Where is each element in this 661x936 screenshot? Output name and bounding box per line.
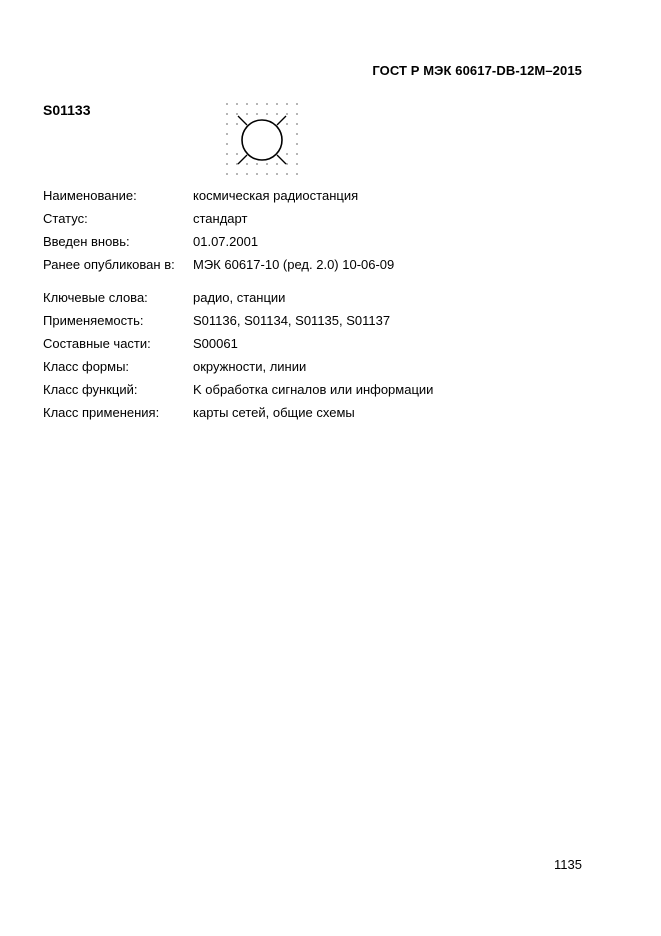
property-value: радио, станции xyxy=(193,290,286,305)
property-row-application-class xyxy=(43,403,433,426)
property-value: K обработка сигналов или информации xyxy=(193,382,434,397)
property-label: Наименование: xyxy=(43,188,137,203)
page-number: 1135 xyxy=(554,857,582,872)
symbol-code: S01133 xyxy=(43,102,91,118)
property-value: окружности, линии xyxy=(193,359,307,374)
property-value: стандарт xyxy=(193,211,248,226)
property-label: Применяемость: xyxy=(43,313,144,328)
property-value: S01136, S01134, S01135, S01137 xyxy=(193,313,391,328)
property-label: Класс формы: xyxy=(43,359,130,374)
property-value: S00061 xyxy=(193,336,238,351)
property-label: Введен вновь: xyxy=(43,234,130,249)
property-row-introduced xyxy=(43,232,433,255)
property-row-function-class xyxy=(43,380,433,403)
property-label: Составные части: xyxy=(43,336,151,351)
property-value: карты сетей, общие схемы xyxy=(193,405,355,420)
property-label: Класс функций: xyxy=(43,382,138,397)
property-value: МЭК 60617-10 (ред. 2.0) 10-06-09 xyxy=(193,257,395,272)
properties-list xyxy=(43,186,433,426)
property-row-shape-class xyxy=(43,357,433,380)
property-label: Класс применения: xyxy=(43,405,160,420)
property-row-components xyxy=(43,334,433,357)
property-value: космическая радиостанция xyxy=(193,188,359,203)
property-label: Статус: xyxy=(43,211,88,226)
space-radio-station-symbol-icon xyxy=(225,102,299,176)
property-label: Ранее опубликован в: xyxy=(43,257,175,272)
property-row-status xyxy=(43,209,433,232)
document-header: ГОСТ Р МЭК 60617-DB-12M–2015 xyxy=(372,63,582,78)
property-label: Ключевые слова: xyxy=(43,290,148,305)
property-row-applicability xyxy=(43,311,433,334)
property-row-keywords xyxy=(43,288,433,311)
property-row-name xyxy=(43,186,433,209)
property-value: 01.07.2001 xyxy=(193,234,259,249)
property-row-previously-published xyxy=(43,255,433,278)
